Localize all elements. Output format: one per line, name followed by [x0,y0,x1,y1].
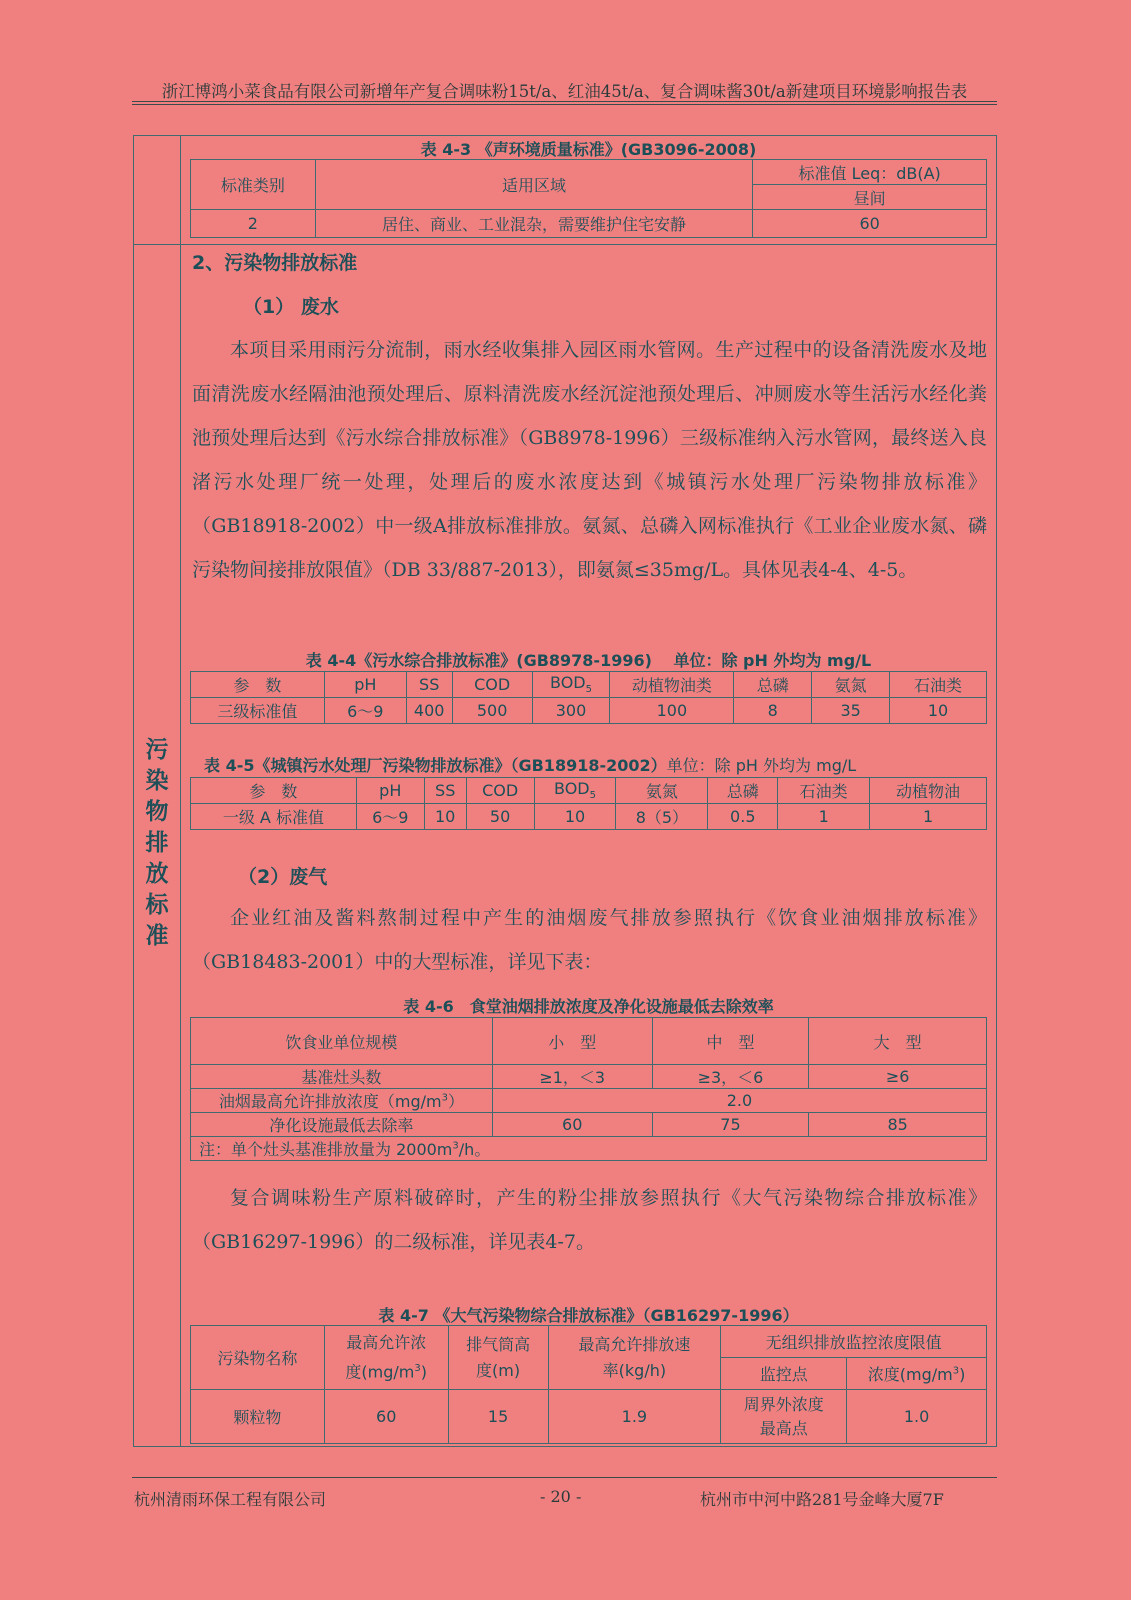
table-cell: 10 [890,698,987,724]
superscript: 3 [952,1365,960,1377]
table-cell: 10 [534,804,616,830]
table-note [191,1137,987,1161]
table-4-4 [190,671,987,724]
table-header-cell [534,778,616,804]
cell-text: ） [447,1092,464,1111]
table-header-cell: SS [424,778,466,804]
table-cell: 颗粒物 [191,1390,325,1444]
note-text: 注：单个灶头基准排放量为 2000m [199,1140,453,1159]
table-cell: 60 [324,1390,448,1444]
table-cell: 100 [610,698,734,724]
side-char: 染 [145,768,169,794]
cell-text: 最高允许浓 [346,1332,427,1352]
superscript: 3 [414,1362,421,1374]
cell-text: 排气筒高 [466,1334,531,1354]
cell-text-line [325,1356,448,1385]
section-heading: 2、污染物排放标准 [192,252,358,274]
table-cell: 75 [652,1113,809,1137]
side-char: 污 [145,737,169,763]
table-cell: 60 [753,210,987,238]
side-char: 准 [145,923,169,949]
page-number: - 20 - [540,1487,582,1506]
table-header-cell: COD [452,672,532,698]
bod-subscript: 5 [589,790,596,802]
paragraph: 复合调味粉生产原料破碎时，产生的粉尘排放参照执行《大气污染物综合排放标准》（GB16297-1996）的二级标准，详见表4-7。 [192,1187,987,1253]
table-header-cell: 昼间 [753,185,987,210]
page-header: 浙江博鸿小菜食品有限公司新增年产复合调味粉15t/a、红油45t/a、复合调味酱30t/a新建项目环境影响报告表 [161,82,968,101]
table-cell: 1.0 [847,1390,987,1444]
paragraph: 企业红油及酱料熬制过程中产生的油烟废气排放参照执行《饮食业油烟排放标准》（GB18483-2001）中的大型标准，详见下表： [192,907,987,973]
table-cell: 15 [448,1390,548,1444]
paragraph: 本项目采用雨污分流制，雨水经收集排入园区雨水管网。生产过程中的设备清洗废水及地面清洗废水经隔油池预处理后、原料清洗废水经沉淀池预处理后、冲厕废水等生活污水经化粪池预处理后达到《污水综合排放标准》（GB8978-1996）三级标准纳入污水管网，最终送入良渚污水处理厂统一处理，处理后的废水浓度达到《城镇污水处理厂污染物排放标准》（GB18918-2002）中一级A排放标准排放。氨氮、总磷入网标准执行《工业企业废水氮、磷污染物间接排放限值》（DB 33/887-2013），即氨氮≤35mg/L。具体见表4-4、4-5。 [192,339,987,581]
table-4-5 [190,777,987,830]
side-char: 标 [145,892,169,918]
caption-bold: 表 4-5《城镇污水处理厂污染物排放标准》（GB18918-2002） [204,756,667,775]
table-header-cell: 监控点 [721,1358,847,1390]
table-cell: 500 [452,698,532,724]
table-cell: 300 [532,698,610,724]
cell-text: 最高点 [759,1418,808,1438]
table-header-cell [448,1326,548,1390]
table-header-cell: 标准值 Leq：dB(A) [753,160,987,185]
cell-text: 度(mg/m [345,1362,415,1382]
table-header-cell: 适用区域 [315,160,753,210]
table-cell: 6～9 [324,698,406,724]
table-cell: ≥6 [809,1065,987,1089]
table-4-5-caption [204,753,1001,776]
table-header-cell: 标准类别 [191,160,316,210]
bod-subscript: 5 [585,684,592,696]
table-header-cell: 中 型 [652,1018,809,1065]
table-cell: ≥3，＜6 [652,1065,809,1089]
cell-text: ) [959,1365,966,1384]
table-header-cell: 无组织排放监控浓度限值 [721,1326,987,1358]
table-header-cell: 石油类 [890,672,987,698]
footer-company: 杭州清雨环保工程有限公司 [134,1490,327,1509]
table-cell: 35 [812,698,890,724]
caption-unit: 单位：除 pH 外均为 mg/L [666,756,857,775]
table-header-cell [324,1326,448,1390]
bod-label: BOD [554,779,590,799]
table-header-cell: COD [466,778,534,804]
table-cell [721,1390,847,1444]
table-cell: 50 [466,804,534,830]
cell-text: 油烟最高允许排放浓度（mg/m [218,1092,442,1111]
table-header-cell [532,672,610,698]
table-header-cell [847,1358,987,1390]
table-header-cell: 污染物名称 [191,1326,325,1390]
table-header-cell: 总磷 [734,672,812,698]
table-header-cell: 动植物油 [870,778,987,804]
table-header-cell [548,1326,721,1390]
table-header-cell: 饮食业单位规模 [191,1018,493,1065]
footer-rule [132,1477,997,1478]
table-cell: 6～9 [356,804,424,830]
table-4-6 [190,1017,987,1161]
table-cell: 净化设施最低去除率 [191,1113,493,1137]
table-4-3 [190,159,987,238]
side-char: 排 [145,830,169,856]
table-header-cell: 氨氮 [616,778,708,804]
subsection-heading: （2）废气 [238,866,328,888]
side-char: 物 [145,799,169,825]
table-cell: 1.9 [548,1390,721,1444]
bod-label: BOD [550,673,586,693]
subsection-heading: （1） 废水 [243,296,339,318]
table-cell [191,1089,493,1113]
table-4-7 [190,1325,987,1444]
table-cell: 一级 A 标准值 [191,804,357,830]
table-4-7-caption: 表 4-7 《大气污染物综合排放标准》（GB16297-1996） [378,1306,799,1325]
table-header-cell: 总磷 [708,778,778,804]
cell-text: 率(kg/h) [602,1360,667,1380]
table-cell: 基准灶头数 [191,1065,493,1089]
table-header-cell: 参 数 [191,672,325,698]
side-label [133,735,181,952]
table-cell: 8 [734,698,812,724]
table-header-cell: pH [324,672,406,698]
side-char: 放 [145,861,169,887]
cell-text: 度(m) [476,1360,521,1380]
footer-address: 杭州市中河中路281号金峰大厦7F [700,1490,944,1509]
table-header-cell: pH [356,778,424,804]
table-header-cell: 参 数 [191,778,357,804]
row-divider [133,244,997,245]
cell-text: 最高允许排放速 [578,1334,691,1354]
header-rule [132,101,997,105]
table-4-4-caption: 表 4-4《污水综合排放标准》(GB8978-1996) 单位：除 pH 外均为 mg/L [305,651,872,670]
table-header-cell: 氨氮 [812,672,890,698]
table-cell: 60 [492,1113,652,1137]
superscript: 3 [452,1140,459,1152]
note-text: /h。 [458,1140,491,1159]
table-header-cell: 小 型 [492,1018,652,1065]
table-cell: 1 [778,804,870,830]
table-cell: 1 [870,804,987,830]
table-cell: 10 [424,804,466,830]
table-cell: 三级标准值 [191,698,325,724]
cell-text: ) [420,1362,428,1382]
cell-text: 浓度(mg/m [867,1365,953,1384]
table-cell: 0.5 [708,804,778,830]
cell-text: 周界外浓度 [743,1394,824,1414]
table-4-6-caption: 表 4-6 食堂油烟排放浓度及净化设施最低去除效率 [403,997,774,1016]
table-cell: 2 [191,210,316,238]
table-cell: 居住、商业、工业混杂，需要维护住宅安静 [315,210,753,238]
table-header-cell: 大 型 [809,1018,987,1065]
table-header-cell: 动植物油类 [610,672,734,698]
table-header-cell: SS [406,672,452,698]
table-cell: 8（5） [616,804,708,830]
table-cell: 85 [809,1113,987,1137]
superscript: 3 [441,1092,448,1104]
table-cell: 2.0 [492,1089,986,1113]
table-header-cell: 石油类 [778,778,870,804]
table-cell: 400 [406,698,452,724]
table-4-3-caption: 表 4-3 《声环境质量标准》(GB3096-2008) [420,140,757,159]
table-cell: ≥1，＜3 [492,1065,652,1089]
